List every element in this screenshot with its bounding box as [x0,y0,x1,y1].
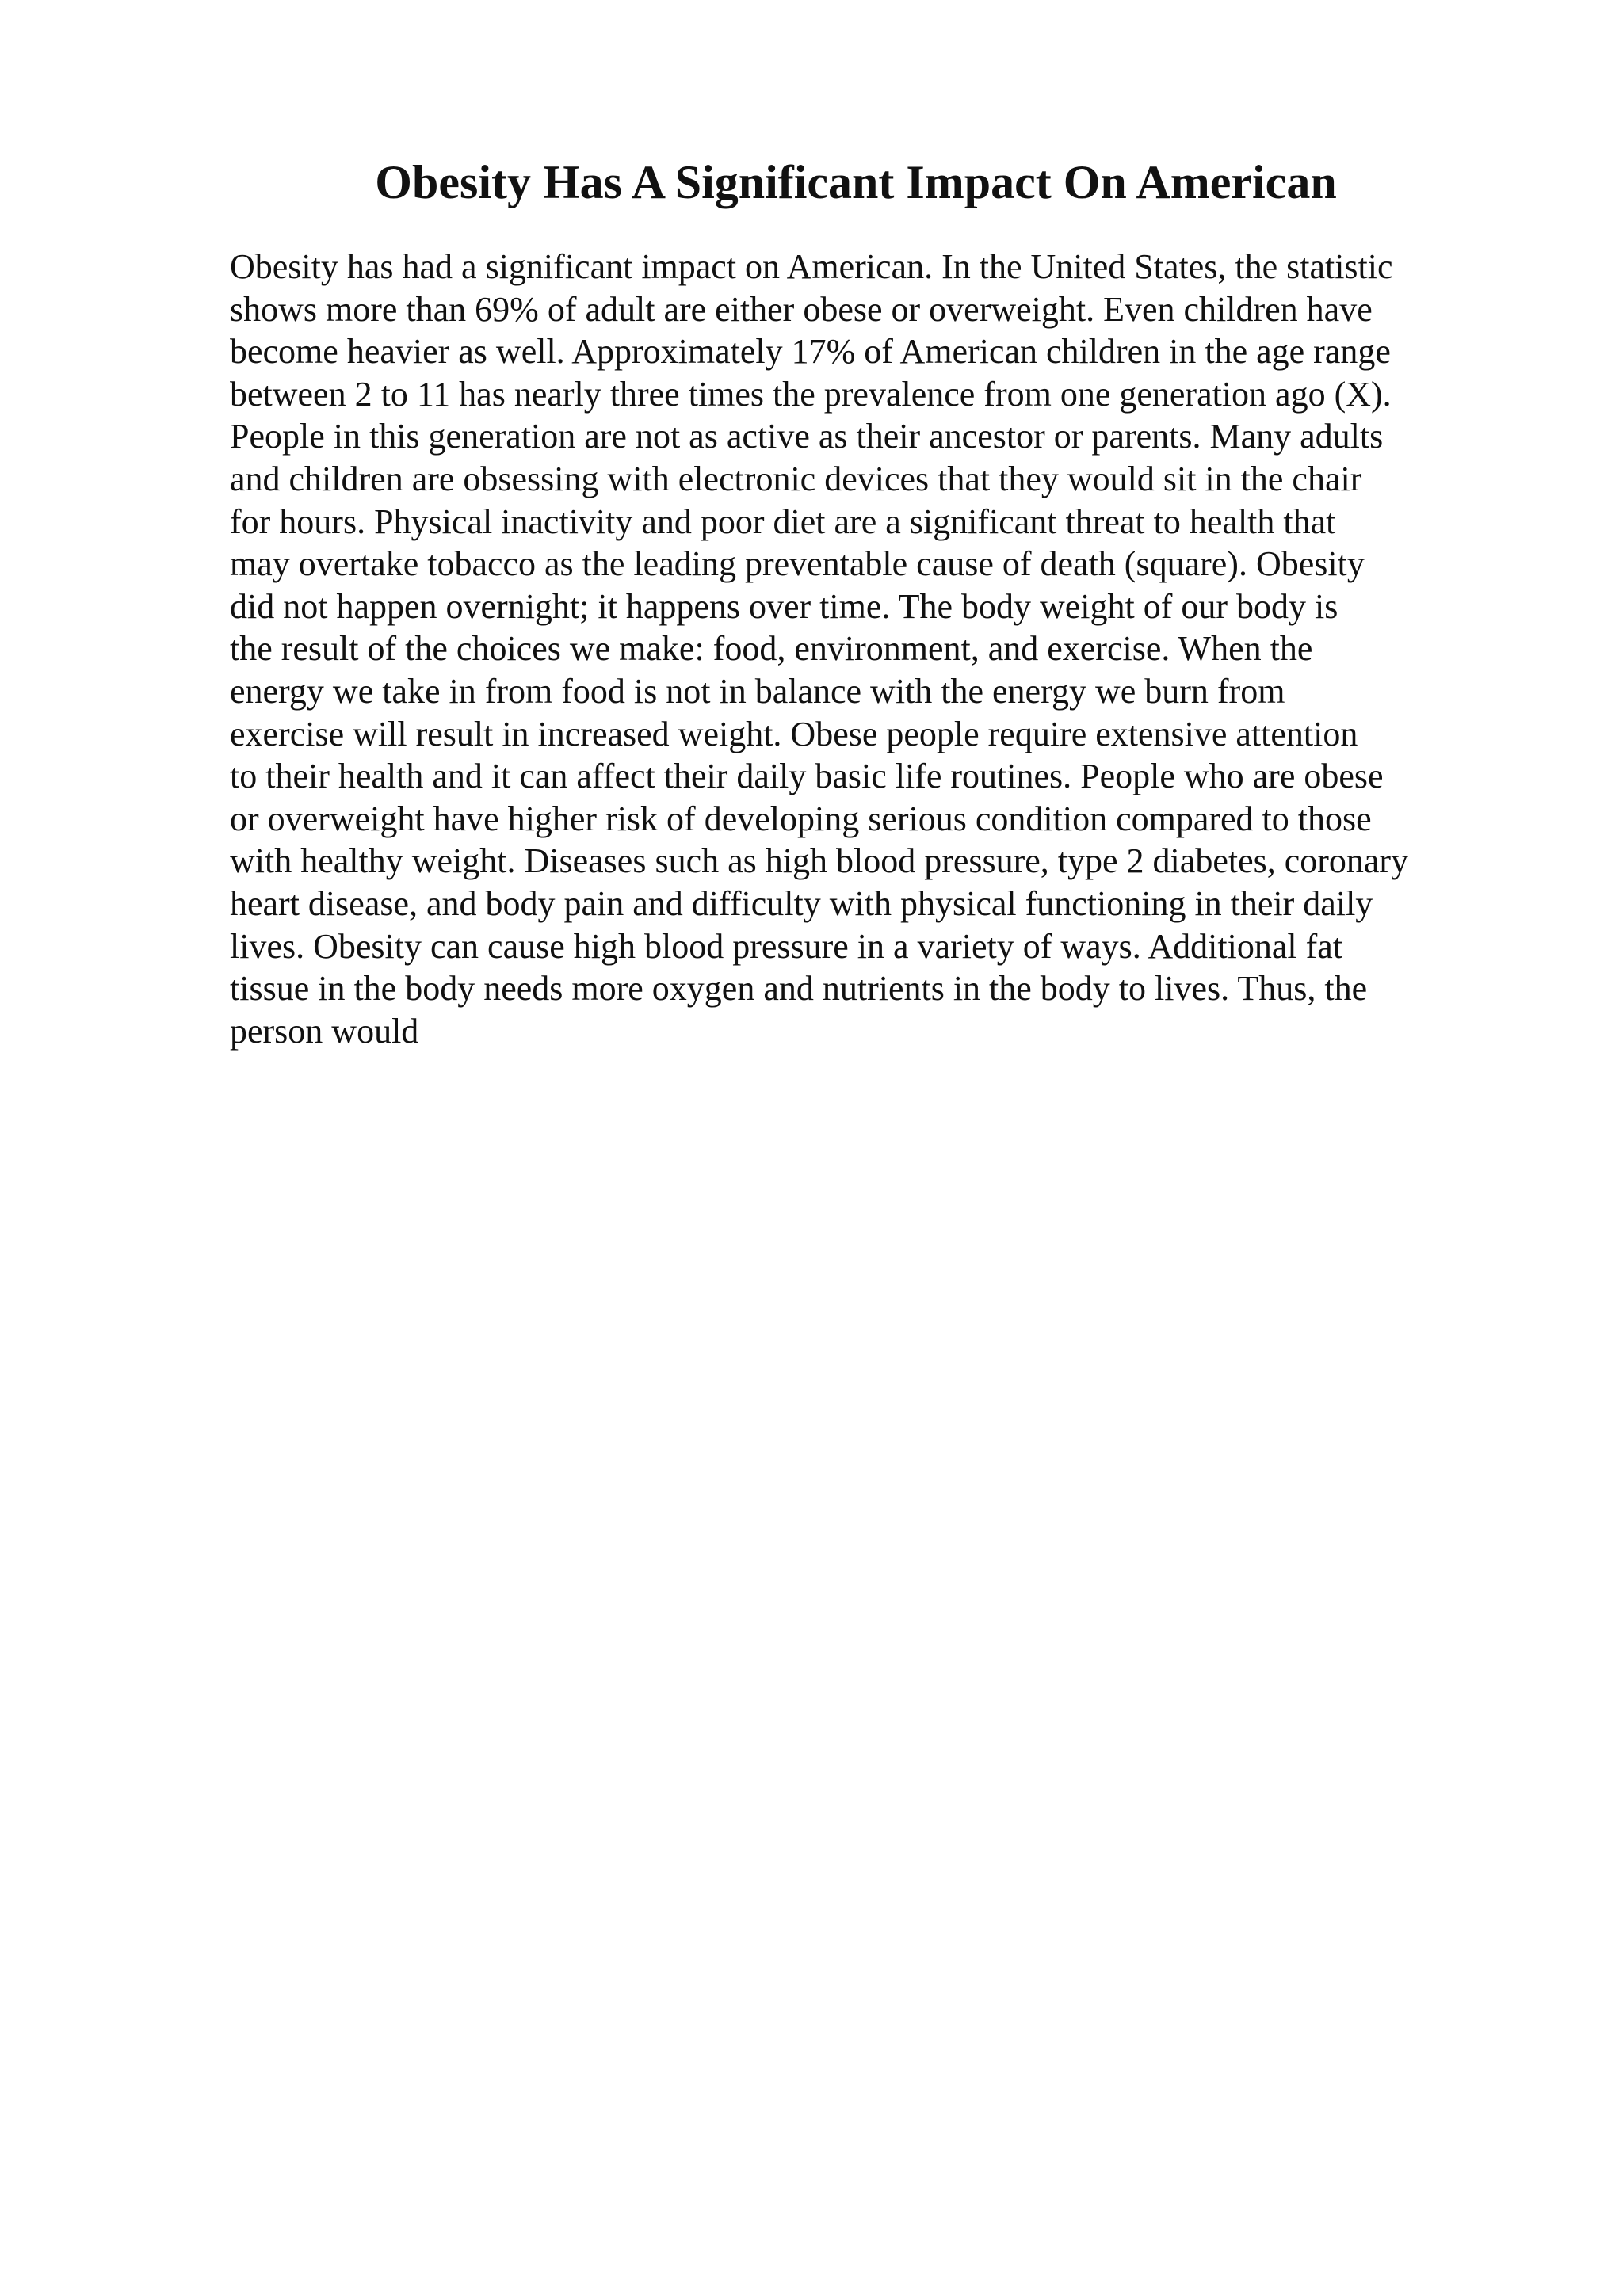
body-line: may overtake tobacco as the leading preventable cause of death (square). Obesity [230,544,1365,584]
body-line: shows more than 69% of adult are either obese or overweight. Even children have [230,289,1373,329]
body-line: lives. Obesity can cause high blood pressure in a variety of ways. Additional fat [230,926,1342,966]
body-line: heart disease, and body pain and difficulty with physical functioning in their daily [230,883,1373,923]
body-line: exercise will result in increased weight. Obese people require extensive attention [230,714,1358,753]
body-line: and children are obsessing with electronic devices that they would sit in the chair [230,459,1362,498]
body-line: the result of the choices we make: food, environment, and exercise. When the [230,629,1313,669]
body-line: or overweight have higher risk of developing serious condition compared to those [230,799,1372,838]
body-line: Obesity has had a significant impact on American. In the United States, the statistic [230,247,1393,286]
body-line: with healthy weight. Diseases such as high blood pressure, type 2 diabetes, coronary [230,841,1409,881]
document-body [230,246,1498,1052]
body-line: between 2 to 11 has nearly three times the prevalence from one generation ago (X). [230,374,1392,414]
body-line: become heavier as well. Approximately 17% of American children in the age range [230,332,1391,372]
body-line: People in this generation are not as active as their ancestor or parents. Many adults [230,417,1384,456]
body-line: did not happen overnight; it happens over time. The body weight of our body is [230,586,1338,626]
body-line: energy we take in from food is not in balance with the energy we burn from [230,671,1285,711]
body-line: tissue in the body needs more oxygen and nutrients in the body to lives. Thus, the [230,969,1368,1009]
body-line: person would [230,1011,419,1051]
body-line: to their health and it can affect their daily basic life routines. People who are obese [230,757,1384,796]
body-line: for hours. Physical inactivity and poor diet are a significant threat to health that [230,502,1336,541]
document-title: Obesity Has A Significant Impact On American [375,156,1337,208]
